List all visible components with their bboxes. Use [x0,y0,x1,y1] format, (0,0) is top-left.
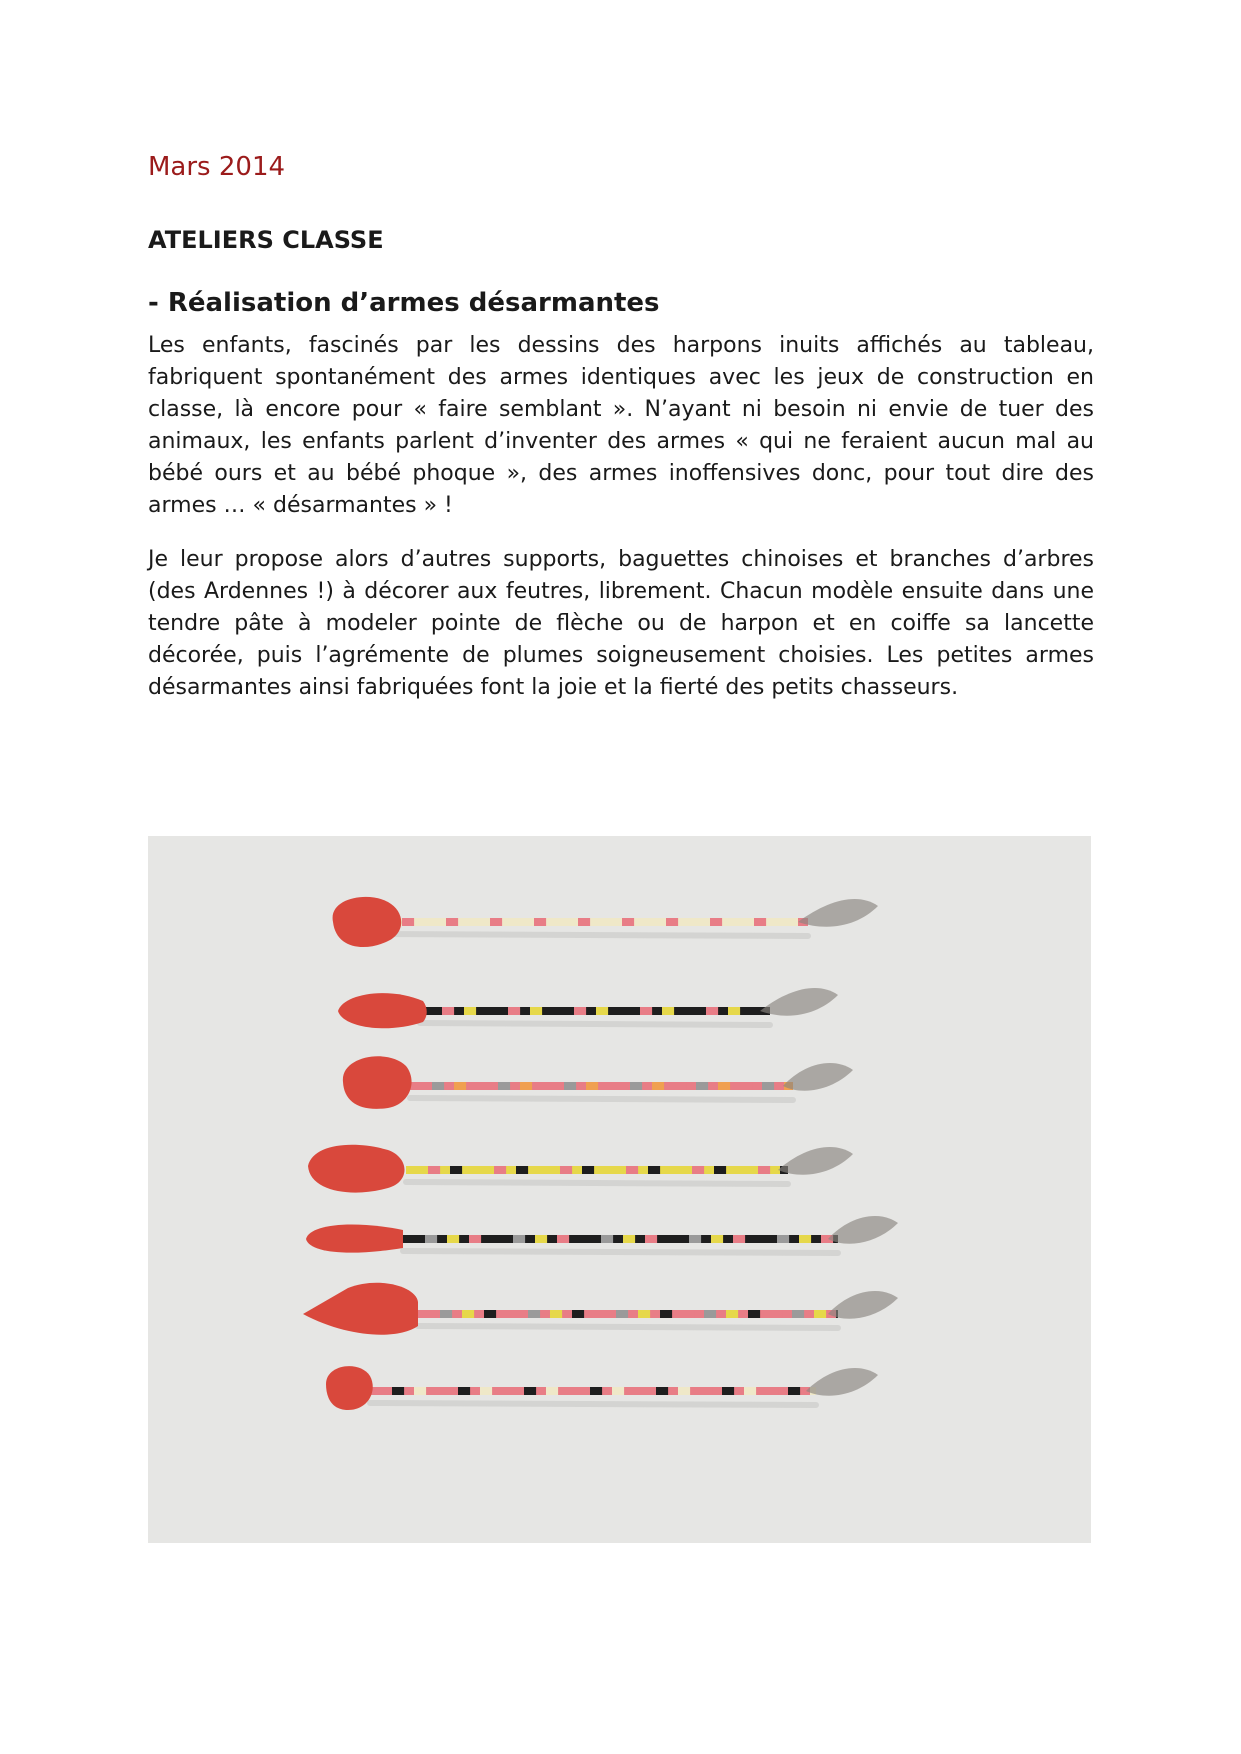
arrow-6-shadow [418,1326,838,1328]
arrow-1-shadow [380,934,808,936]
arrows-photo-illustration [148,836,1091,1543]
arrow-2-shadow [420,1023,770,1025]
arrow-5-shadow [403,1251,838,1253]
arrow-3-shadow [410,1098,793,1100]
arrows-photo [148,836,1091,1543]
arrow-4-clay-tip [308,1145,405,1193]
arrow-5-clay-tip [306,1224,403,1252]
arrow-4-shadow [406,1182,788,1184]
arrow-7-shadow [370,1403,816,1405]
photo-background [148,836,1091,1543]
arrow-3-clay-tip [343,1056,412,1109]
page-heading: ATELIERS CLASSE [148,226,384,254]
section-title: - Réalisation d’armes désarmantes [148,288,660,318]
paragraph-2: Je leur propose alors d’autres supports, baguettes chinoises et branches d’arbres (des Ardennes !) à décorer aux feutres, librement. Chacun modèle ensuite dans une tendre pâte à modeler pointe de flèche ou de harpon et en coiffe sa lancette décorée, puis l’agrémente de plumes soigneusement choisies. Les petites armes désarmantes ainsi fabriquées font la joie et la fierté des petits chasseurs. [148,547,1094,700]
paragraph-1: Les enfants, fascinés par les dessins des harpons inuits affichés au tableau, fabriquent spontanément des armes identiques avec les jeux de construction en classe, là encore pour « faire semblant ». N’ayant ni besoin ni envie de tuer des animaux, les enfants parlent d’inventer des armes « qui ne feraient aucun mal au bébé ours et au bébé phoque », des armes inoffensives donc, pour tout dire des armes … « désarmantes » ! [148,333,1094,518]
page-date: Mars 2014 [148,152,286,182]
